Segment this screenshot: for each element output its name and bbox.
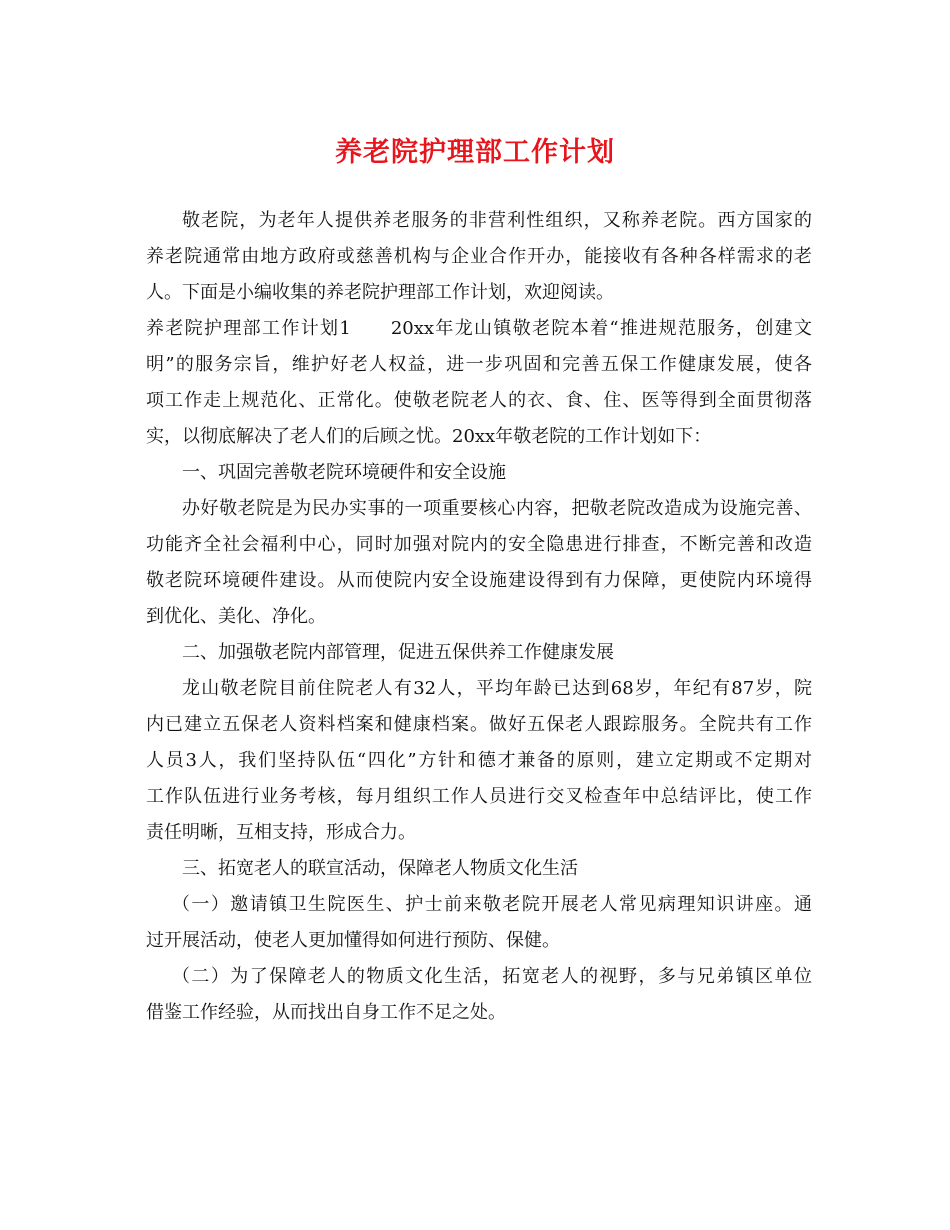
document-title: 养老院护理部工作计划: [335, 137, 615, 168]
text-line: 龙山敬老院目前住院老人有32人，平均年龄已达到68岁，年纪有87岁，院: [182, 678, 812, 699]
text-line: 敬老院，为老年人提供养老服务的非营利性组织，又称养老院。西方国家的: [182, 210, 812, 231]
text-line: （一）邀请镇卫生院医生、护士前来敬老院开展老人常见病理知识讲座。通: [172, 894, 812, 915]
text-line: 过开展活动，使老人更加懂得如何进行预防、保健。: [146, 930, 560, 951]
text-line: （二）为了保障老人的物质文化生活，拓宽老人的视野，多与兄弟镇区单位: [172, 966, 812, 987]
text-line: 责任明晰，互相支持，形成合力。: [146, 822, 416, 843]
text-line: 办好敬老院是为民办实事的一项重要核心内容，把敬老院改造成为设施完善、: [182, 498, 812, 519]
text-line: 人。下面是小编收集的养老院护理部工作计划，欢迎阅读。: [146, 282, 614, 303]
text-line: 实，以彻底解决了老人们的后顾之忧。20xx年敬老院的工作计划如下：: [146, 426, 712, 447]
text-line: 工作队伍进行业务考核，每月组织工作人员进行交叉检查年中总结评比，使工作: [146, 786, 812, 807]
text-line: 内已建立五保老人资料档案和健康档案。做好五保老人跟踪服务。全院共有工作: [146, 714, 812, 735]
text-line: 明”的服务宗旨，维护好老人权益，进一步巩固和完善五保工作健康发展，使各: [146, 354, 812, 375]
text-line: 敬老院环境硬件建设。从而使院内安全设施建设得到有力保障，更使院内环境得: [146, 570, 812, 591]
document-body: [146, 203, 812, 1031]
text-line: 养老院护理部工作计划1 20xx年龙山镇敬老院本着“推进规范服务，创建文: [146, 318, 812, 339]
text-line: 人员3人，我们坚持队伍“四化”方针和德才兼备的原则，建立定期或不定期对: [146, 750, 812, 771]
text-line: 二、加强敬老院内部管理，促进五保供养工作健康发展: [182, 642, 614, 663]
text-line: 项工作走上规范化、正常化。使敬老院老人的衣、食、住、医等得到全面贯彻落: [146, 390, 812, 411]
text-line: 一、巩固完善敬老院环境硬件和安全设施: [182, 462, 506, 483]
text-line: 养老院通常由地方政府或慈善机构与企业合作开办，能接收有各种各样需求的老: [146, 246, 812, 267]
text-line: 功能齐全社会福利中心，同时加强对院内的安全隐患进行排查，不断完善和改造: [146, 534, 812, 555]
text-line: 借鉴工作经验，从而找出自身工作不足之处。: [146, 1002, 506, 1023]
text-line: 到优化、美化、净化。: [146, 606, 326, 627]
text-line: 三、拓宽老人的联宣活动，保障老人物质文化生活: [182, 858, 578, 879]
